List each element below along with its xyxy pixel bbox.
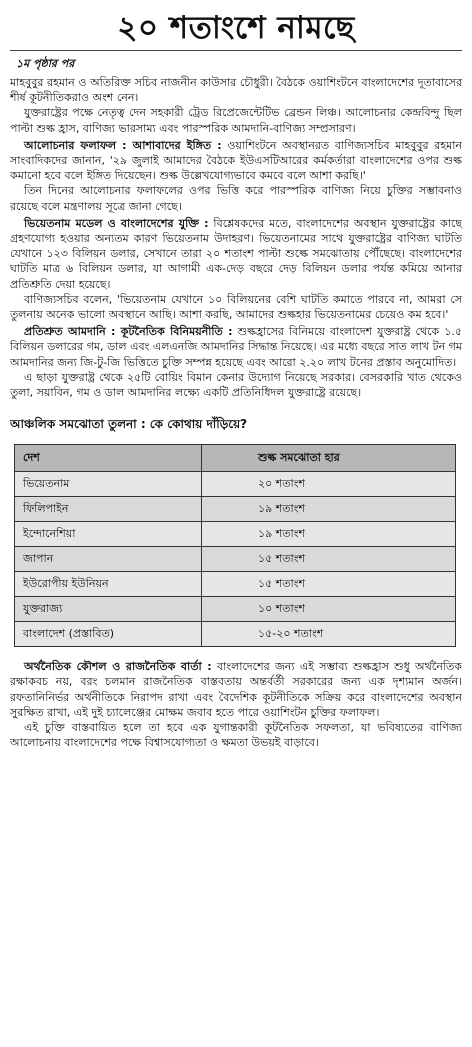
section-imports <box>10 324 462 400</box>
section-vietnam-heading: ভিয়েতনাম মডেল ও বাংলাদেশের যুক্তি : <box>24 216 209 230</box>
header-tariff-rate: শুল্ক সমঝোতা হার <box>201 445 455 472</box>
table-row <box>15 547 456 572</box>
section-vietnam-paragraph-1 <box>10 216 462 292</box>
rate-cell: ১৯ শতাংশ <box>201 497 455 522</box>
section-vietnam-model <box>10 216 462 322</box>
continued-from-label: ১ম পৃষ্ঠার পর <box>16 57 75 70</box>
section-outcome-text-1: ওয়াশিংটনে অবস্থানরত বাণিজ্যসচিব মাহবুবুর রহমান সাংবাদিকদের জানান, '২৯ জুলাই আমাদের বৈঠকে ইউএসটিআরের কর্মকর্তারা বাংলাদেশের ওপর শুল্ক কমানো হবে বলে ইঙ্গিত দিয়েছেন। শুল্ক উল্লেখযোগ্যভাবে কমবে বলে আশা করছি।' <box>10 138 463 183</box>
headline: ২০ শতাংশে নামছে <box>10 0 462 51</box>
table-title: আঞ্চলিক সমঝোতা তুলনা : কে কোথায় দাঁড়িয়ে? <box>10 417 248 432</box>
rate-cell: ২০ শতাংশ <box>201 472 455 497</box>
section-imports-paragraph-2: এ ছাড়া যুক্তরাষ্ট্র থেকে ২৫টি বোয়িং বিমান কেনার উদ্যোগ নিয়েছে সরকার। বেসরকারি খাত থেকেও তুলা, সয়াবিন, গম ও ডাল আমদানির লক্ষ্যে একটি প্রতিনিধিদল যুক্তরাষ্ট্রে রয়েছে। <box>10 370 462 400</box>
table-row <box>15 572 456 597</box>
section-vietnam-text-1: বিশ্লেষকদের মতে, বাংলাদেশের অবস্থান যুক্তরাষ্ট্রের কাছে গ্রহণযোগ্য হওয়ার অন্যতম কারণ ভিয়েতনাম উদাহরণ। ভিয়েতনামের সাথে যুক্তরাষ্ট্রের বাণিজ্য ঘাটতি যেখানে ১২৩ বিলিয়ন ডলার, সেখানে তারা ২০ শতাংশ পাল্টা শুল্কে সমঝোতায় পৌঁছেছে। বাংলাদেশের ঘাটতি মাত্র ৬ বিলিয়ন ডলার, যা আগামী এক-দেড় বছরে দেড় বিলিয়ন ডলার পর্যন্ত কমিয়ে আনার প্রতিশ্রুতি দেয়া হয়েছে। <box>10 216 463 291</box>
country-cell: জাপান <box>15 547 202 572</box>
table-row <box>15 472 456 497</box>
section-imports-paragraph-1 <box>10 324 462 370</box>
rate-cell: ১৫ শতাংশ <box>201 572 455 597</box>
country-cell: ইন্দোনেশিয়া <box>15 522 202 547</box>
section-strategy <box>10 659 462 750</box>
section-strategy-text-1: বাংলাদেশের জন্য এই সম্ভাব্য শুল্কহ্রাস শুধু অর্থনৈতিক রক্ষাকবচ নয়, বরং চলমান রাজনৈতিক বাস্তবতায় অন্তর্বর্তী সরকারের জন্য এক দৃশ্যমান অর্জন। রফতানিনির্ভর অর্থনীতিকে নিরাপদ রাখা এবং বৈদেশিক কূটনীতিকে সক্রিয় করে বাংলাদেশের অবস্থান সুরক্ষিত রাখা, এই দুই চ্যালেঞ্জের মোক্ষম জবাব হতে পারে ওয়াশিংটন চুক্তির ফলাফল। <box>10 660 462 719</box>
rate-cell: ১৯ শতাংশ <box>201 522 455 547</box>
country-cell: ফিলিপাইন <box>15 497 202 522</box>
country-cell: বাংলাদেশ (প্রস্তাবিত) <box>15 622 202 647</box>
table-header-row <box>15 445 456 472</box>
section-outcome <box>10 138 462 214</box>
section-strategy-paragraph-1 <box>10 659 462 720</box>
section-strategy-paragraph-2: এই চুক্তি বাস্তবায়িত হলে তা হবে এক যুগান্তকারী কূটনৈতিক সফলতা, যা ভবিষ্যতের বাণিজ্য আলোচনায় বাংলাদেশের পক্ষে বিশ্বাসযোগ্যতা ও ক্ষমতা উভয়ই বাড়াবে। <box>10 721 462 750</box>
table-row <box>15 497 456 522</box>
rate-cell: ১৫ শতাংশ <box>201 547 455 572</box>
section-imports-heading: প্রতিশ্রুত আমদানি : কূটনৈতিক বিনিময়নীতি : <box>24 325 233 339</box>
intro-paragraph-1: মাহবুবুর রহমান ও অতিরিক্ত সচিব নাজনীন কাউসার চৌধুরী। বৈঠকে ওয়াশিংটনে বাংলাদেশের দূতাবাসের শীর্ষ কূটনীতিকরাও অংশ নেন। <box>10 76 462 105</box>
section-imports-text-1: শুল্কহ্রাসের বিনিময়ে বাংলাদেশ যুক্তরাষ্ট্র থেকে ১.৫ বিলিয়ন ডলারের গম, ডাল এবং এলএনজি আমদানির সিদ্ধান্ত নিয়েছে। এর মধ্যে বছরে সাত লাখ টন গম আমদানির জন্য জি-টু-জি ভিত্তিতে চুক্তি সম্পন্ন হয়েছে এবং আরো ২.২০ লাখ টনের প্রস্তাব অনুমোদিত। <box>10 325 462 369</box>
intro-paragraph-2: যুক্তরাষ্ট্রের পক্ষে নেতৃত্ব দেন সহকারী ট্রেড রিপ্রেজেন্টেটিভ ব্রেন্ডন লিঞ্চ। আলোচনার কেন্দ্রবিন্দু ছিল পাল্টা শুল্ক হ্রাস, বাণিজ্য ভারসাম্য এবং পারস্পরিক আমদানি-বাণিজ্য সম্প্রসারণ। <box>10 106 462 135</box>
rate-cell: ১৫-২০ শতাংশ <box>201 622 455 647</box>
header-country: দেশ <box>15 445 202 472</box>
section-outcome-paragraph-2: তিন দিনের আলোচনার ফলাফলের ওপর ভিত্তি করে পারস্পরিক বাণিজ্য নিয়ে চুক্তির সম্ভাবনাও রয়েছে বলে মন্ত্রণালয় সূত্রে জানা গেছে। <box>10 184 462 213</box>
section-vietnam-paragraph-2: বাণিজ্যসচিব বলেন, 'ভিয়েতনাম যেখানে ১০ বিলিয়নের বেশি ঘাটতি কমাতে পারবে না, আমরা সে তুলনায় অনেক ভালো অবস্থানে আছি। আশা করছি, আমাদের শুল্কহার ভিয়েতনামের চেয়েও কম হবে।' <box>10 292 462 322</box>
comparison-table-block <box>10 416 462 647</box>
section-outcome-paragraph-1 <box>10 138 462 184</box>
tariff-comparison-table <box>14 444 456 647</box>
table-row <box>15 597 456 622</box>
rate-cell: ১০ শতাংশ <box>201 597 455 622</box>
section-strategy-heading: অর্থনৈতিক কৌশল ও রাজনৈতিক বার্তা : <box>24 660 212 674</box>
section-outcome-heading: আলোচনার ফলাফল : আশাবাদের ইঙ্গিত : <box>24 138 222 152</box>
country-cell: যুক্তরাজ্য <box>15 597 202 622</box>
table-row <box>15 622 456 647</box>
country-cell: ভিয়েতনাম <box>15 472 202 497</box>
country-cell: ইউরোপীয় ইউনিয়ন <box>15 572 202 597</box>
table-row <box>15 522 456 547</box>
